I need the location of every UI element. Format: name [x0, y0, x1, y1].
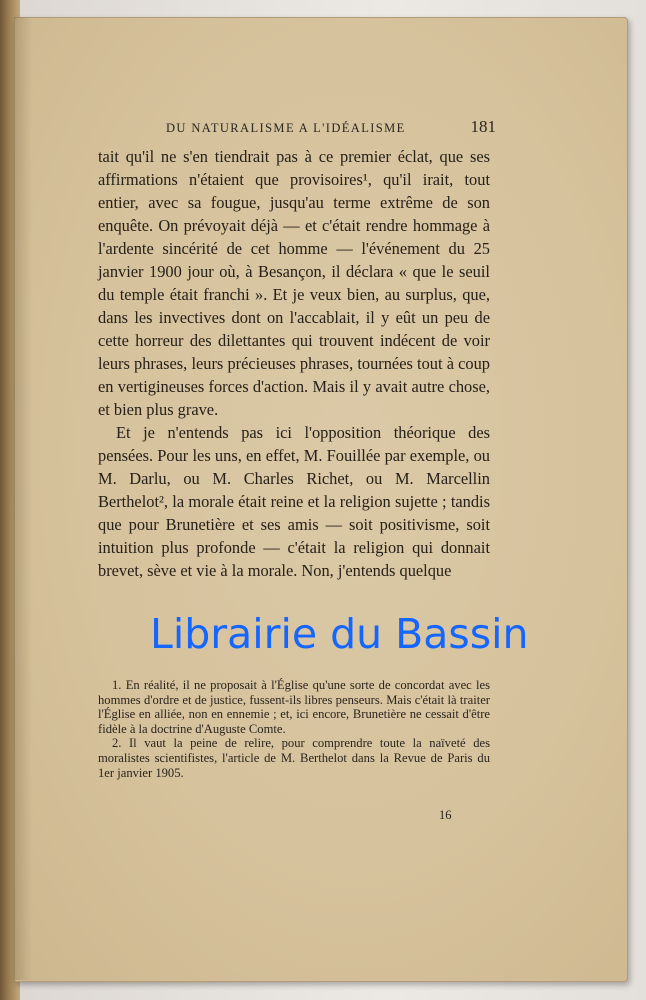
running-head: DU NATURALISME A L'IDÉALISME: [166, 121, 406, 135]
watermark: Librairie du Bassin: [150, 610, 529, 658]
paragraph: tait qu'il ne s'en tiendrait pas à ce premier éclat, que ses affirmations n'étaient que provisoires¹, qu'il irait, tout entier, avec sa fougue, jusqu'au terme extrême de son enquête. On prévoyait déjà — et c'était rendre hommage à l'ardente sincérité de cet homme — l'événement du 25 janvier 1900 jour où, à Besançon, il déclara « que le seuil du temple était franchi ». Et je veux bien, au surplus, que, dans les invectives dont on l'accablait, il y eût un peu de cette horreur des dilettantes qui trouvent indécent de voir leurs phrases, leurs précieuses phrases, tournées tout à coup en vertigineuses forces d'action. Mais il y avait autre chose, et bien plus grave.: [98, 147, 490, 419]
footnote: 1. En réalité, il ne proposait à l'Église qu'une sorte de concordat avec les hommes d'ordre et de justice, fussent-ils libres penseurs. Mais c'était là traiter l'Église en alliée, non en ennemie ; et, ici encore, Brunetière ne cessait d'être fidèle à la doctrine d'Auguste Comte.: [98, 678, 490, 736]
page-fold-shadow: [14, 17, 32, 980]
body-text: [98, 145, 490, 582]
paragraph: Et je n'entends pas ici l'opposition théorique des pensées. Pour les uns, en effet, M. Fouillée par exemple, ou M. Darlu, ou M. Charles Richet, ou M. Marcellin Berthelot², la morale était reine et la religion sujette ; tandis que pour Brunetière et ses amis — soit positivisme, soit intuition plus profonde — c'était la religion qui donnait brevet, sève et vie à la morale. Non, j'entends quelque: [98, 423, 490, 580]
footnote: 2. Il vaut la peine de relire, pour comprendre toute la naïveté des moralistes scientifistes, l'article de M. Berthelot dans la Revue de Paris du 1er janvier 1905.: [98, 736, 490, 780]
page-header: [96, 117, 496, 141]
page-number: 181: [470, 117, 496, 136]
signature-mark: 16: [439, 808, 452, 822]
footnotes: [98, 678, 490, 780]
